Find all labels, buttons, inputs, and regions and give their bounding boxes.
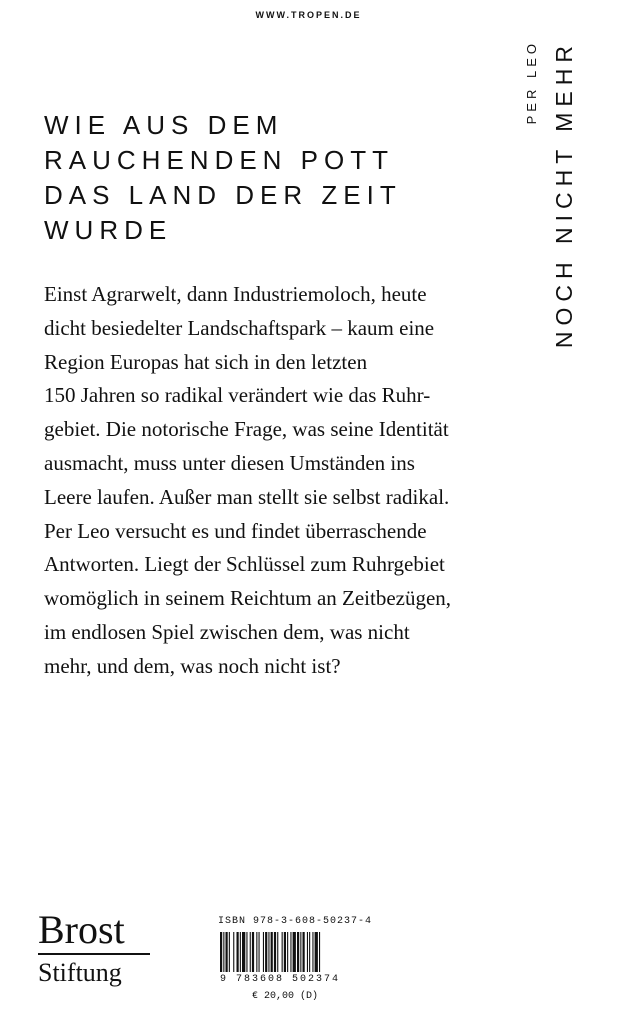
blurb-line: womöglich in seinem Reichtum an Zeitbezügen, [44, 586, 452, 611]
barcode-block [218, 915, 378, 1004]
ean-digits: 9 783608 502374 [220, 974, 341, 985]
headline-line: WIE AUS DEM [44, 110, 284, 140]
logo-rule [38, 953, 150, 955]
blurb-line: Region Europas hat sich in den letzten [44, 349, 368, 374]
blurb-line: Per Leo versucht es und findet überraschende [44, 518, 427, 543]
blurb-line: Leere laufen. Außer man stellt sie selbst radikal. [44, 484, 450, 509]
brost-stiftung-logo [38, 908, 158, 988]
blurb-line: Antworten. Liegt der Schlüssel zum Ruhrgebiet [44, 552, 445, 577]
blurb-line: 150 Jahren so radikal verändert wie das Ruhr- [44, 383, 431, 408]
spine-author: PER LEO [524, 40, 539, 125]
blurb-line: gebiet. Die notorische Frage, was seine Identität [44, 417, 449, 442]
headline-line: DAS LAND DER ZEIT [44, 180, 402, 210]
blurb [44, 278, 484, 684]
barcode-icon [218, 932, 368, 972]
blurb-line: im endlosen Spiel zwischen dem, was nicht [44, 619, 410, 644]
logo-sub: Stiftung [38, 958, 122, 987]
blurb-line: ausmacht, muss unter diesen Umständen ins [44, 450, 415, 475]
blurb-line: dicht besiedelter Landschaftspark – kaum eine [44, 315, 435, 340]
isbn: ISBN 978-3-608-50237-4 [218, 916, 373, 927]
logo-name: Brost [38, 907, 125, 952]
blurb-line: mehr, und dem, was noch nicht ist? [44, 653, 341, 678]
headline [44, 108, 504, 248]
headline-line: RAUCHENDEN POTT [44, 145, 395, 175]
spine-title: NOCH NICHT MEHR [551, 40, 577, 349]
price: € 20,00 (D) [252, 991, 319, 1002]
spine-text [520, 40, 590, 410]
blurb-line: Einst Agrarwelt, dann Industriemoloch, heute [44, 282, 427, 306]
headline-line: WURDE [44, 215, 173, 245]
publisher-url: WWW.TROPEN.DE [255, 10, 362, 20]
